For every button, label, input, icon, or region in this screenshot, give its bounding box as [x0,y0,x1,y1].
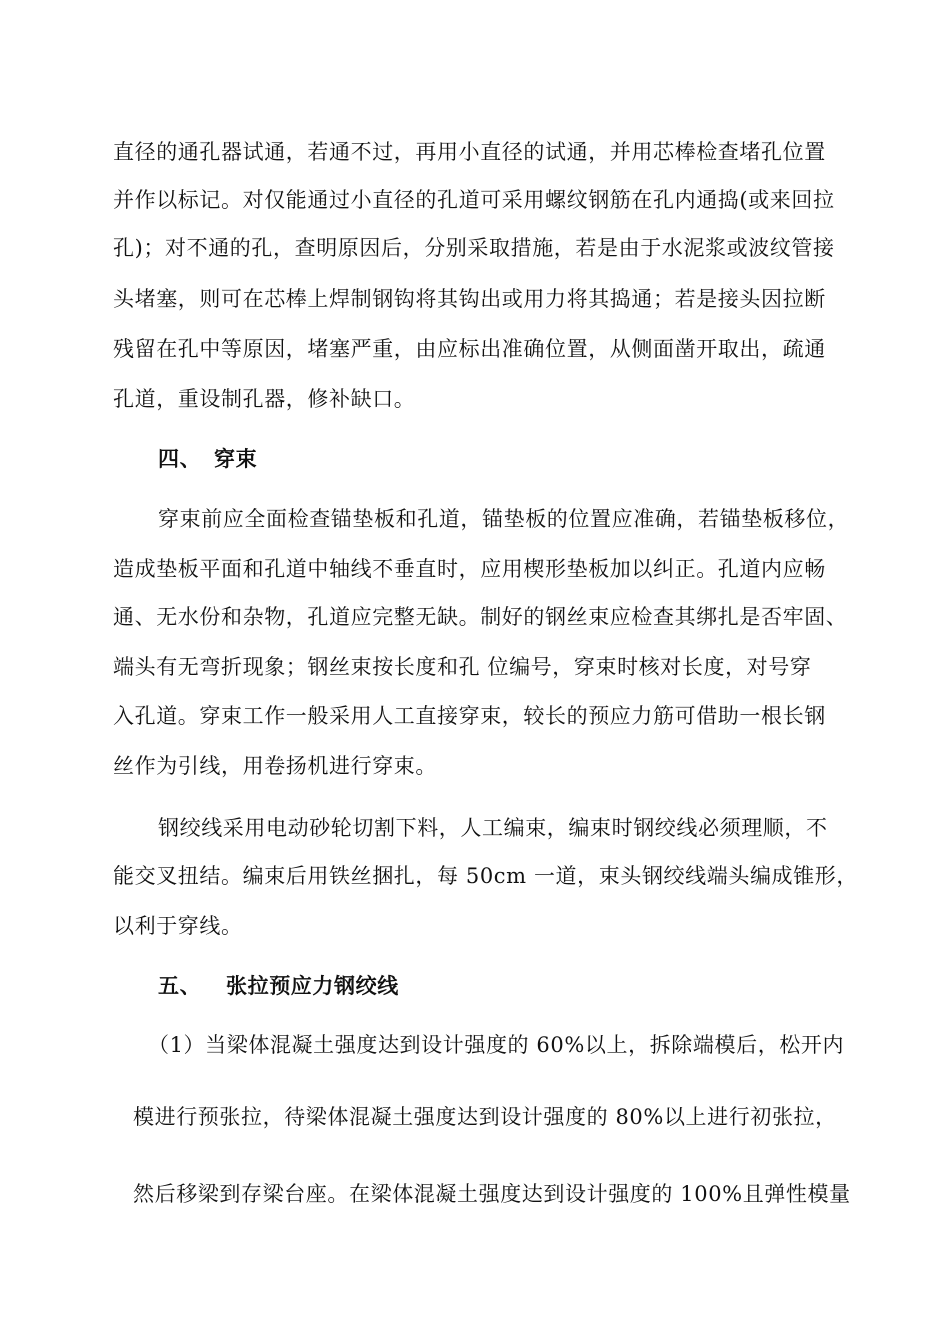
paragraph-3-line-3: 以利于穿线。 [113,914,243,938]
paragraph-4-line-2: 模进行预张拉，待梁体混凝土强度达到设计强度的 80%以上进行初张拉， [133,1105,837,1129]
paragraph-4-line-3: 然后移梁到存梁台座。在梁体混凝土强度达到设计强度的 100%且弹性模量 [133,1182,851,1206]
paragraph-2-line-3: 通、无水份和杂物，孔道应完整无缺。制好的钢丝束应检查其绑扎是否牢固、 [113,605,848,629]
paragraph-4-line-1: （1）当梁体混凝土强度达到设计强度的 60%以上，拆除端模后，松开内 [148,1033,845,1057]
paragraph-1-line-6: 孔道，重设制孔器，修补缺口。 [113,387,416,411]
paragraph-2-line-4: 端头有无弯折现象；钢丝束按长度和孔 位编号，穿束时核对长度，对号穿 [113,655,812,679]
section-title: 张拉预应力钢绞线 [226,973,399,998]
section-heading-4 [158,445,257,473]
section-number: 五、 [158,973,202,998]
paragraph-1-line-5: 残留在孔中等原因，堵塞严重，由应标出准确位置，从侧面凿开取出，疏通 [113,337,826,361]
section-heading-5 [158,972,399,1000]
paragraph-1-line-2: 并作以标记。对仅能通过小直径的孔道可采用螺纹钢筋在孔内通捣(或来回拉 [113,188,835,212]
paragraph-2-line-1: 穿束前应全面检查锚垫板和孔道，锚垫板的位置应准确，若锚垫板移位， [158,507,850,531]
paragraph-1-line-3: 孔)；对不通的孔，查明原因后，分别采取措施，若是由于水泥浆或波纹管接 [113,236,835,260]
section-number: 四、 [158,446,202,471]
paragraph-3-line-1: 钢绞线采用电动砂轮切割下料，人工编束，编束时钢绞线必须理顺，不 [158,816,828,840]
paragraph-2-line-2: 造成垫板平面和孔道中轴线不垂直时，应用楔形垫板加以纠正。孔道内应畅 [113,557,826,581]
paragraph-1-line-4: 头堵塞，则可在芯棒上焊制钢钩将其钩出或用力将其捣通；若是接头因拉断 [113,287,826,311]
paragraph-1-line-1: 直径的通孔器试通，若通不过，再用小直径的试通，并用芯棒检查堵孔位置 [113,140,826,164]
paragraph-2-line-5: 入孔道。穿束工作一般采用人工直接穿束，较长的预应力筋可借助一根长钢 [113,704,826,728]
paragraph-2-line-6: 丝作为引线，用卷扬机进行穿束。 [113,754,437,778]
section-title: 穿束 [214,446,258,471]
paragraph-3-line-2: 能交叉扭结。编束后用铁丝捆扎，每 50cm 一道，束头钢绞线端头编成锥形， [113,864,858,888]
